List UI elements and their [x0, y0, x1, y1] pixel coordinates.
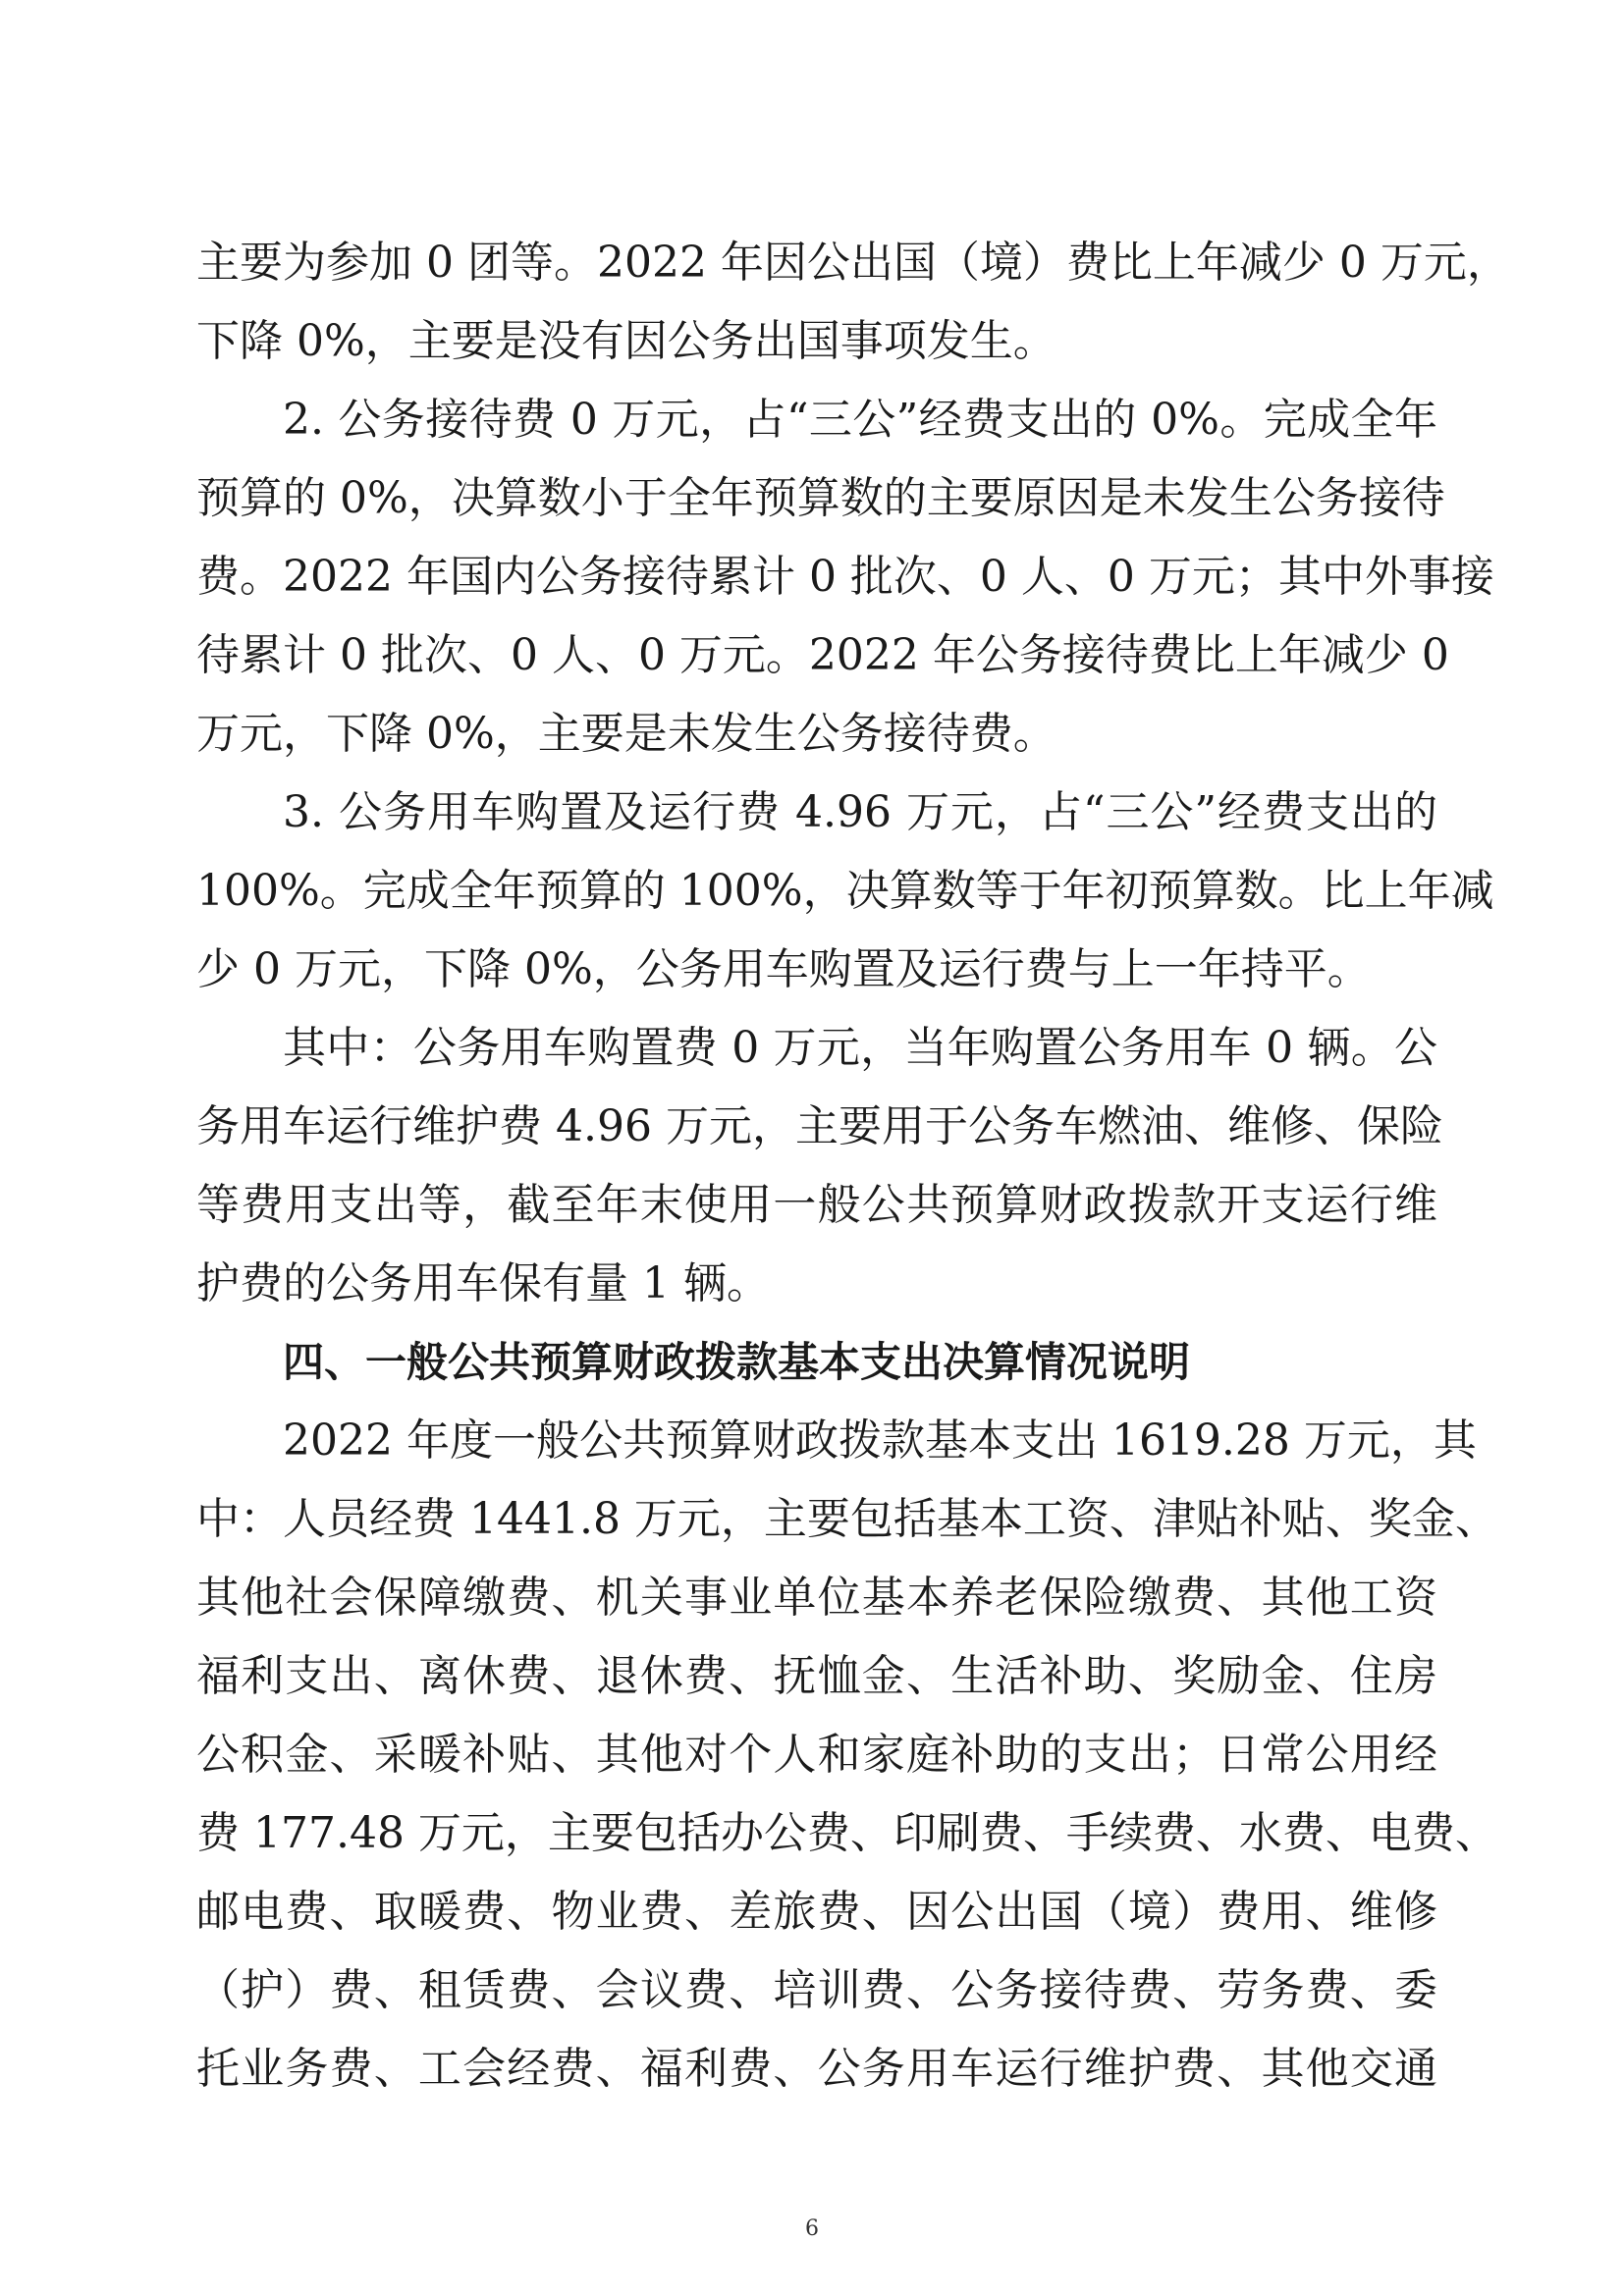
paragraph-line: 费。2022 年国内公务接待累计 0 批次、0 人、0 万元；其中外事接 [196, 552, 1494, 602]
paragraph-line: 务用车运行维护费 4.96 万元，主要用于公务车燃油、维修、保险 [196, 1101, 1443, 1151]
page-number: 6 [805, 2216, 819, 2241]
paragraph-line: 邮电费、取暖费、物业费、差旅费、因公出国（境）费用、维修 [196, 1887, 1437, 1937]
paragraph-line: 主要为参加 0 团等。2022 年因公出国（境）费比上年减少 0 万元， [196, 238, 1510, 288]
paragraph-line: 公积金、采暖补贴、其他对个人和家庭补助的支出；日常公用经 [196, 1730, 1437, 1780]
paragraph-line: 2022 年度一般公共预算财政拨款基本支出 1619.28 万元，其 [283, 1415, 1477, 1466]
paragraph-line: 中：人员经费 1441.8 万元，主要包括基本工资、津贴补贴、奖金、 [196, 1494, 1498, 1544]
paragraph-line: 费 177.48 万元，主要包括办公费、印刷费、手续费、水费、电费、 [196, 1808, 1498, 1858]
paragraph-line: 其他社会保障缴费、机关事业单位基本养老保险缴费、其他工资 [196, 1573, 1437, 1623]
paragraph-line: 待累计 0 批次、0 人、0 万元。2022 年公务接待费比上年减少 0 [196, 630, 1449, 680]
paragraph-line: 100%。完成全年预算的 100%，决算数等于年初预算数。比上年减 [196, 866, 1494, 916]
paragraph-line: 预算的 0%，决算数小于全年预算数的主要原因是未发生公务接待 [196, 473, 1445, 523]
paragraph-line: 少 0 万元，下降 0%，公务用车购置及运行费与上一年持平。 [196, 944, 1371, 994]
paragraph-line: 托业务费、工会经费、福利费、公务用车运行维护费、其他交通 [196, 2044, 1437, 2094]
paragraph-line: （护）费、租赁费、会议费、培训费、公务接待费、劳务费、委 [196, 1965, 1437, 2015]
paragraph-line: 其中：公务用车购置费 0 万元，当年购置公务用车 0 辆。公 [283, 1023, 1437, 1073]
paragraph-line: 万元，下降 0%，主要是未发生公务接待费。 [196, 709, 1056, 759]
paragraph-line: 2. 公务接待费 0 万元，占“三公”经费支出的 0%。完成全年 [283, 395, 1437, 445]
paragraph-line: 3. 公务用车购置及运行费 4.96 万元，占“三公”经费支出的 [283, 787, 1437, 837]
paragraph-line: 下降 0%，主要是没有因公务出国事项发生。 [196, 316, 1056, 366]
paragraph-line: 福利支出、离休费、退休费、抚恤金、生活补助、奖励金、住房 [196, 1651, 1437, 1701]
paragraph-line: 等费用支出等，截至年末使用一般公共预算财政拨款开支运行维 [196, 1180, 1437, 1230]
paragraph-line: 护费的公务用车保有量 1 辆。 [196, 1258, 770, 1308]
section-heading: 四、一般公共预算财政拨款基本支出决算情况说明 [283, 1338, 1191, 1386]
